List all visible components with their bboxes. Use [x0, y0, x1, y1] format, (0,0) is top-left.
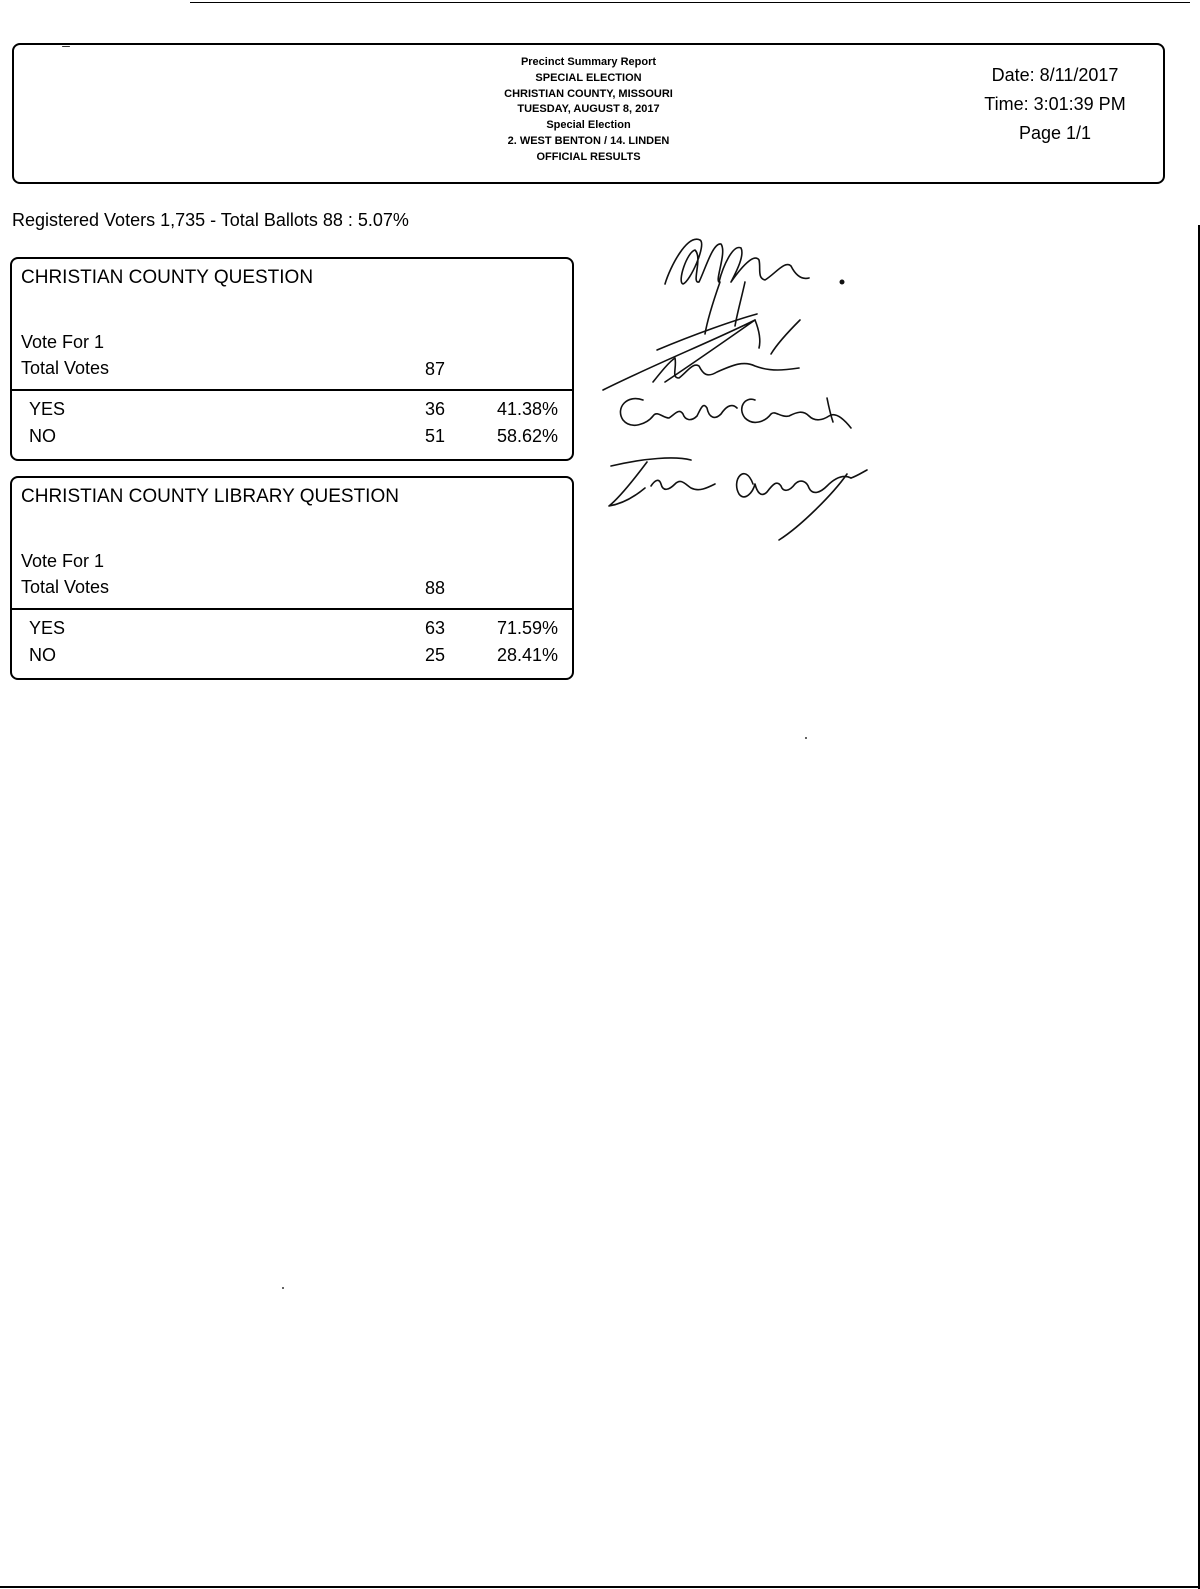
choice-votes: 51 [424, 426, 445, 446]
contest-title: CHRISTIAN COUNTY LIBRARY QUESTION [21, 486, 399, 507]
registered-voters-summary: Registered Voters 1,735 - Total Ballots 88 : 5.07% [12, 210, 409, 230]
signature-3 [620, 398, 851, 428]
choice-votes: 36 [424, 399, 445, 419]
election-type: SPECIAL ELECTION [535, 71, 642, 84]
report-time: Time: 3:01:39 PM [984, 94, 1126, 114]
choice-percent: 71.59% [496, 618, 558, 638]
report-title: Precinct Summary Report [520, 56, 657, 68]
contest-divider [12, 608, 572, 610]
choice-votes: 25 [424, 645, 445, 665]
choice-votes: 63 [424, 618, 445, 638]
bottom-scan-rule [0, 1586, 1200, 1588]
contest-divider [12, 389, 572, 391]
total-votes-label: Total Votes [21, 358, 110, 378]
top-scan-rule [190, 2, 1190, 3]
contest-box [10, 476, 574, 680]
choice-row [12, 618, 572, 644]
scan-speck [282, 1287, 284, 1289]
report-date: Date: 8/11/2017 [991, 65, 1119, 85]
total-votes-label: Total Votes [21, 577, 110, 597]
total-votes-value: 88 [424, 578, 445, 598]
signatures [595, 222, 885, 552]
vote-for-label: Vote For 1 [21, 332, 105, 352]
election-name: Special Election [546, 119, 631, 132]
contest-box [10, 257, 574, 461]
signature-4 [609, 458, 867, 540]
scan-speck [805, 737, 807, 739]
choice-label: NO [29, 426, 56, 446]
scan-speck [62, 46, 70, 47]
election-date: TUESDAY, AUGUST 8, 2017 [517, 103, 660, 116]
precinct-name: 2. WEST BENTON / 14. LINDEN [507, 134, 670, 147]
vote-for-label: Vote For 1 [21, 551, 105, 571]
choice-row [12, 426, 572, 452]
report-meta [955, 61, 1155, 148]
report-header [12, 43, 1165, 184]
signature-2 [603, 314, 800, 390]
choice-label: YES [29, 618, 66, 638]
county-name: CHRISTIAN COUNTY, MISSOURI [504, 87, 673, 100]
choice-percent: 58.62% [496, 426, 558, 446]
choice-label: YES [29, 399, 66, 419]
page-number: Page 1/1 [1018, 123, 1092, 143]
contest-title: CHRISTIAN COUNTY QUESTION [21, 267, 314, 288]
choice-percent: 28.41% [496, 645, 558, 665]
total-votes-value: 87 [424, 359, 445, 379]
choice-label: NO [29, 645, 56, 665]
results-status: OFFICIAL RESULTS [536, 150, 641, 163]
choice-row [12, 399, 572, 425]
choice-percent: 41.38% [496, 399, 558, 419]
choice-row [12, 645, 572, 671]
